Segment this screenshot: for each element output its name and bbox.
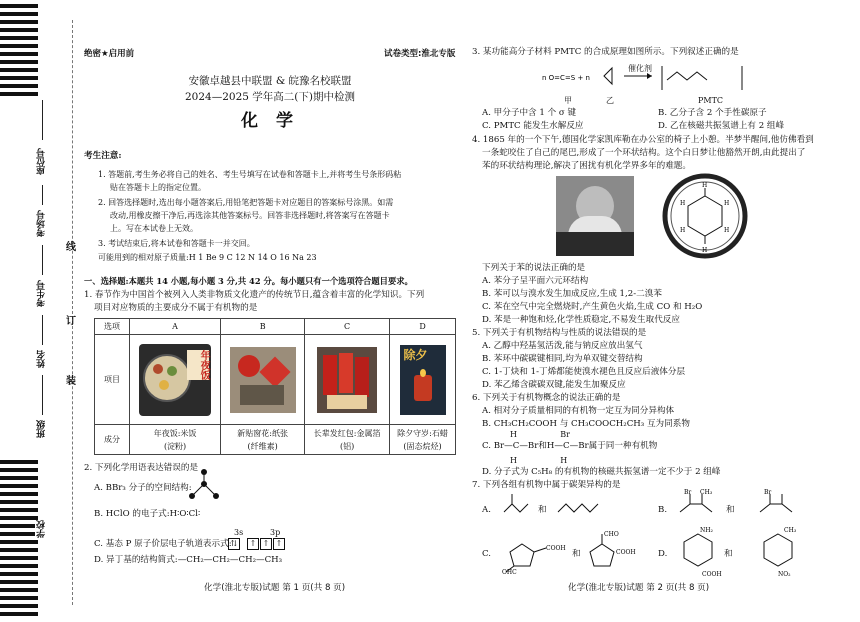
section-1-heading: 一、选择题:本题共 14 小题,每小题 3 分,共 42 分。每小题只有一个选项符合题目要求。: [84, 276, 413, 286]
q4-question: 下列关于苯的说法正确的是: [482, 263, 586, 273]
seat-label: 座位号: [37, 148, 47, 175]
q7-b-structures: [678, 488, 838, 522]
q5-option-c: C. 1-丁炔和 1-丁烯都能使溴水褪色且反应后液体分层: [482, 367, 686, 377]
q6-option-c: C. Br—C—Br和H—C—Br属于同一种有机物: [482, 441, 658, 451]
q2-stem: 2. 下列化学用语表达错误的是: [84, 463, 199, 473]
table-header: D: [390, 319, 456, 335]
footer-page-1: 化学(淮北专版)试题 第 1 页(共 8 页): [204, 583, 346, 593]
svg-text:COOH: COOH: [616, 549, 636, 556]
q7-a-structures: [502, 492, 602, 520]
comp-c-1: 长辈发红包:金属箔: [313, 428, 381, 438]
note-line: 改动,用橡皮擦干净后,再选涂其他答案标号。回答非选择题时,将答案写在答题卡: [110, 211, 390, 220]
comp-b-2: (纤维素): [247, 441, 278, 451]
q7-and-d: 和: [724, 549, 733, 559]
svg-text:H: H: [724, 200, 730, 207]
row-label: 成分: [95, 425, 130, 455]
q1-stem: 1. 春节作为中国首个被列入人类非物质文化遗产的传统节日,蕴含着丰富的化学知识。下列: [84, 290, 425, 300]
svg-text:H: H: [702, 247, 708, 254]
comp-d-1: 除夕守岁:石蜡: [397, 428, 448, 438]
note-line: 上。写在本试卷上无效。: [110, 224, 198, 233]
q7-label-c: C.: [482, 549, 492, 559]
svg-text:n O=C=S + n: n O=C=S + n: [542, 74, 590, 82]
org-title: 安徽卓越县中联盟 & 皖豫名校联盟: [188, 75, 352, 87]
table-header: A: [130, 319, 221, 335]
q7-label-a: A.: [482, 505, 491, 515]
q5-option-d: D. 苯乙烯含碳碳双键,能发生加聚反应: [482, 380, 626, 390]
svg-text:Br: Br: [684, 489, 692, 496]
image-a-dinner: [130, 335, 221, 425]
subject-title: 化 学: [241, 111, 299, 131]
pmtc-reaction: [542, 62, 802, 102]
page-2: 3. 某功能高分子材料 PMTC 的合成原理如图所示。下列叙述正确的是 n O=C=S + n 甲 乙 催化剂 PMTC A. 甲分子中含 1 个 σ 键 B. 乙分子含 2 个手性碳原子 C. PMTC 能发生水解反应 D. 乙在核磁共振氢谱上有 2 组峰 4. 1865 年的一个下午,德国化学家凯库勒在办公室的椅子上小憩。半梦半醒间,他仿佛看到 一条蛇咬住了自己的尾巴,形成了一个环状结构。这个白日梦让他豁然开朗,由此提出了 苯的环状结构理论,解决了困扰有机化学界多年的难题。 H H H H H H 下列关于苯的说法正确的是 A. 苯分子呈平面六元环结构 B. 苯可以与溴水发生加成反应,生成 1,2-二溴苯 C. 苯在空气中完全燃烧时,产生黄色火焰,生成 CO 和 H₂O D. 苯是一种饱和烃,化学性质稳定,不易发生取代反应 5. 下列关于有机物结构与性质的说法错误的是 A. 乙醇中羟基氢活泼,能与钠反应放出氢气 B. 苯环中碳碳键相同,均为单双键交替结构 C. 1-丁炔和 1-丁烯都能使溴水褪色且反应后液体分层 D. 苯乙烯含碳碳双键,能发生加聚反应 6. 下列关于有机物概念的说法正确的是 A. 相对分子质量相同的有机物一定互为同分异构体 B. CH₃CH₂COOH 与 CH₃COOCH₂CH₃ 互为同系物 H Br C. Br—C—Br和H—C—Br属于同一种有机物 H H D. 分子式为 C₅H₈ 的有机物的核磁共振氢谱一定不少于 2 组峰 7. 下列各组有机物中属于碳架异构的是 A. 和 B. Br CH₃ Br 和 C. COOH OHC CHO COOH 和 D. NH₂ COOH CH₃ NO₂ 和 化学(淮北专版)试题 第 2 页(共 8 页): [472, 0, 850, 622]
q6-stem: 6. 下列关于有机物概念的说法正确的是: [472, 393, 621, 403]
q6-option-a: A. 相对分子质量相同的有机物一定互为同分异构体: [482, 406, 675, 416]
atomic-mass-line: 可能用到的相对原子质量:H 1 Be 9 C 12 N 14 O 16 Na 23: [98, 253, 317, 262]
label-yi: 乙: [606, 96, 614, 105]
q2-option-d: D. 异丁基的结构简式:—CH₂—CH₂—CH₂—CH₃: [94, 555, 283, 565]
label-catalyst: 催化剂: [628, 64, 652, 73]
q3-option-c: C. PMTC 能发生水解反应: [482, 121, 584, 131]
orbital-diagram: ⇅ ↑ ↑ ↑: [228, 538, 286, 551]
svg-text:H: H: [702, 182, 708, 189]
q3-option-a: A. 甲分子中含 1 个 σ 键: [482, 108, 577, 118]
note-line: 1. 答题前,考生务必将自己的姓名、考生号填写在试卷和答题卡上,并将考生号条形码粘: [98, 170, 402, 179]
q2-option-c: C. 基态 P 原子价层电子轨道表示式:: [94, 539, 232, 549]
svg-text:H: H: [680, 227, 686, 234]
comp-a-2: (淀粉): [163, 441, 187, 451]
q4-option-b: B. 苯可以与溴水发生加成反应,生成 1,2-二溴苯: [482, 289, 662, 299]
svg-text:NH₂: NH₂: [700, 527, 713, 534]
secret-label: 绝密★启用前: [84, 49, 135, 59]
q5-option-b: B. 苯环中碳碳键相同,均为单双键交替结构: [482, 354, 643, 364]
page-1: [84, 0, 456, 622]
name-label: 姓名: [37, 350, 47, 368]
svg-text:COOH: COOH: [546, 545, 566, 552]
q1-stem-2: 项目对应物质的主要成分不属于有机物的是: [94, 303, 258, 313]
table-header: C: [305, 319, 390, 335]
q3-option-d: D. 乙在核磁共振氢谱上有 2 组峰: [658, 121, 785, 131]
seal-bind-char: 装: [66, 376, 76, 387]
q7-label-b: B.: [658, 505, 668, 515]
svg-text:Br: Br: [764, 489, 772, 496]
q6-option-b: B. CH₃CH₂COOH 与 CH₃COOCH₂CH₃ 互为同系物: [482, 419, 690, 429]
table-header: 选项: [95, 319, 130, 335]
comp-d-2: (固态烷烃): [403, 441, 442, 451]
school-label: 学校: [37, 520, 47, 538]
q7-and-a: 和: [538, 505, 547, 515]
exam-title: 2024—2025 学年高二(下)期中检测: [185, 91, 355, 103]
seal-line-char: 线: [66, 242, 76, 253]
dinner-text: 年夜饭: [187, 350, 209, 380]
q2-option-a: A. BBr₃ 分子的空间结构:: [94, 483, 192, 493]
benzene-snake-diagram: [660, 172, 750, 260]
q6-option-d: D. 分子式为 C₅H₈ 的有机物的核磁共振氢谱一定不少于 2 组峰: [482, 467, 721, 477]
note-line: 3. 考试结束后,将本试卷和答题卡一并交回。: [98, 239, 255, 248]
footer-page-2: 化学(淮北专版)试题 第 2 页(共 8 页): [568, 583, 710, 593]
q7-label-d: D.: [658, 549, 668, 559]
kekule-portrait: [556, 176, 634, 256]
exam-room-label: 考场号: [37, 210, 47, 237]
q3-option-b: B. 乙分子含 2 个手性碳原子: [658, 108, 767, 118]
binding-strip: [0, 0, 62, 622]
notes-heading: 考生注意:: [84, 151, 122, 161]
student-id-label: 考生号: [37, 280, 47, 307]
q5-stem: 5. 下列关于有机物结构与性质的说法错误的是: [472, 328, 647, 338]
orbital-3s-label: 3s: [234, 528, 244, 537]
q3-stem: 3. 某功能高分子材料 PMTC 的合成原理如图所示。下列叙述正确的是: [472, 47, 739, 57]
q7-and-c: 和: [572, 549, 581, 559]
svg-text:CHO: CHO: [604, 531, 619, 538]
q4-line-1: 4. 1865 年的一个下午,德国化学家凯库勒在办公室的椅子上小憩。半梦半醒间,他仿佛看到: [472, 135, 814, 145]
class-label: 班级: [37, 420, 47, 438]
row-label: 项目: [95, 335, 130, 425]
svg-text:H: H: [680, 200, 686, 207]
note-line: 2. 回答选择题时,选出每小题答案后,用铅笔把答题卡对应题目的答案标号涂黑。如需: [98, 198, 394, 207]
q2-option-b: B. HClO 的电子式:H∶O∶Cl∶: [94, 509, 201, 519]
svg-text:H: H: [724, 227, 730, 234]
q7-and-b: 和: [726, 505, 735, 515]
svg-text:CH₃: CH₃: [784, 527, 797, 534]
q4-line-2: 一条蛇咬住了自己的尾巴,形成了一个环状结构。这个白日梦让他豁然开朗,由此提出了: [482, 148, 806, 158]
label-pmtc: PMTC: [698, 96, 724, 105]
seal-order-char: 订: [66, 316, 76, 327]
label-jia: 甲: [564, 96, 572, 105]
q7-stem: 7. 下列各组有机物中属于碳架异构的是: [472, 480, 621, 490]
bbr3-structure: [184, 468, 224, 504]
comp-b-1: 新贴窗花:纸张: [237, 428, 288, 438]
orbital-3p-label: 3p: [270, 528, 281, 537]
q4-line-3: 苯的环状结构理论,解决了困扰有机化学界多年的难题。: [482, 161, 691, 171]
q7-d-structures: [678, 524, 838, 578]
q4-option-a: A. 苯分子呈平面六元环结构: [482, 276, 589, 286]
note-line: 贴在答题卡上的指定位置。: [110, 183, 206, 192]
svg-text:CH₃: CH₃: [700, 489, 713, 496]
new-year-eve-text: 除夕: [403, 347, 428, 362]
table-header: B: [221, 319, 305, 335]
comp-a-1: 年夜饭:米饭: [153, 428, 197, 438]
q4-option-c: C. 苯在空气中完全燃烧时,产生黄色火焰,生成 CO 和 H₂O: [482, 302, 703, 312]
svg-text:COOH: COOH: [702, 571, 722, 578]
paper-type-label: 试卷类型:淮北专版: [384, 49, 456, 59]
q4-option-d: D. 苯是一种饱和烃,化学性质稳定,不易发生取代反应: [482, 315, 680, 325]
q1-table: [94, 318, 456, 455]
svg-text:NO₂: NO₂: [778, 571, 791, 578]
image-c-redenvelope: [305, 335, 390, 425]
image-b-papercut: [221, 335, 305, 425]
svg-text:OHC: OHC: [502, 569, 517, 574]
q5-option-a: A. 乙醇中羟基氢活泼,能与钠反应放出氢气: [482, 341, 643, 351]
comp-c-2: (铝): [339, 441, 355, 451]
image-d-candle: [390, 335, 456, 425]
